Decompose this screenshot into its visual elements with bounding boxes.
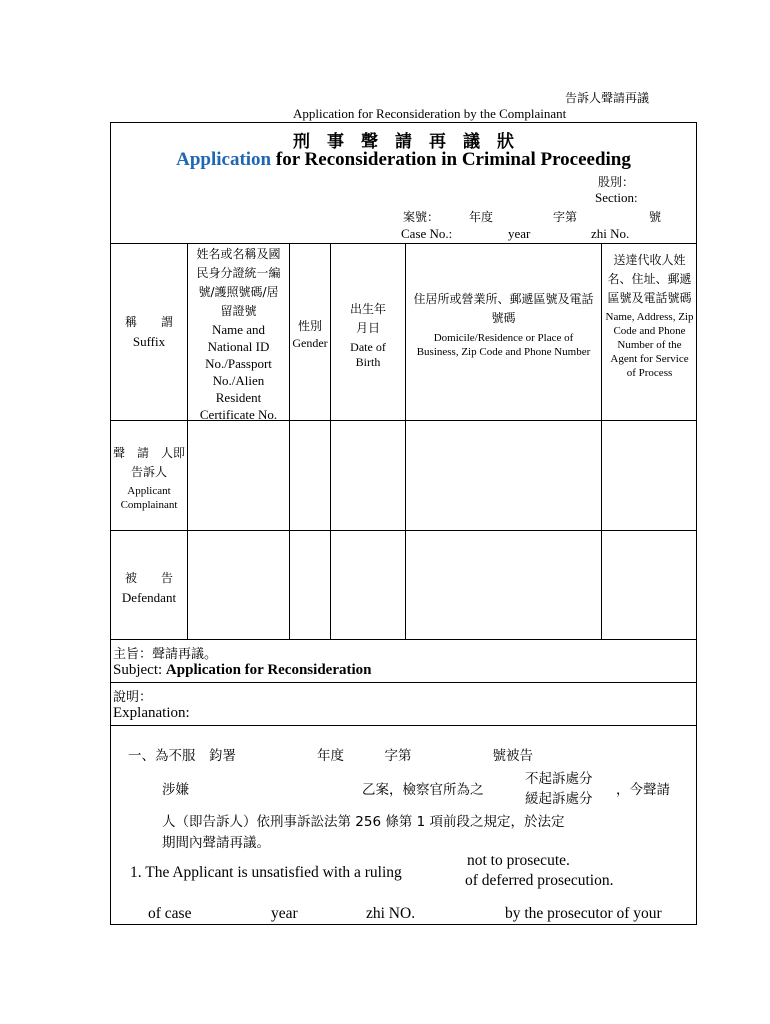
subject-en: Subject: Application for Reconsideration [113, 662, 372, 678]
col-divider-1 [187, 243, 188, 639]
body-line-2-end: ，今聲請 [616, 782, 670, 798]
applicant-row-bottom-line [110, 530, 697, 531]
case-no-en-label: Case No.: [401, 226, 453, 241]
header-agent: 送達代收人姓名、住址、郵遞區號及電話號碼 Name, Address, Zip Code and Phone Number of the Agent for Service of Process [605, 253, 694, 379]
subject-bottom-line [110, 682, 697, 683]
form-code-label: 告訴人聲請再議 [565, 91, 650, 105]
page-bottom-line [110, 924, 697, 925]
header-domicile: 住居所或營業所、郵遞區號及電話號碼 Domicile/Residence or Place of Business, Zip Code and Phone Number [413, 292, 594, 358]
header-name-id: 姓名或名稱及國民身分證統一編號/護照號碼/居留證號 Name and National ID No./Passport No./Alien Resident Certificate No. [196, 247, 281, 422]
body-line-3: 人（即告訴人）依刑事訴訟法第 256 條第 1 項前段之規定，於法定 [162, 814, 565, 830]
ruling-option-bottom: 緩起訴處分 [525, 791, 593, 807]
body-en-line-2-zhi: zhi NO. [366, 905, 416, 922]
table-bottom-line [110, 639, 697, 640]
body-en-option-bottom: of deferred prosecution. [465, 872, 614, 889]
title-en-rest: for Reconsideration in Criminal Proceeding [271, 149, 631, 170]
row-label-applicant: 聲 請 人即告訴人 Applicant Complainant [113, 446, 186, 511]
explanation-bottom-line [110, 725, 697, 726]
case-no-en-zhi: zhi No. [591, 226, 630, 241]
title-zh: 刑 事 聲 請 再 議 狀 [293, 132, 514, 152]
body-line-2-case: 乙案，檢察官所為之 [362, 782, 484, 798]
title-en-accent: Application [176, 149, 272, 170]
section-label-en: Section: [595, 190, 638, 205]
table-top-line [110, 243, 697, 244]
col-divider-2 [289, 243, 290, 639]
header-gender: 性別 Gender [292, 319, 328, 350]
ruling-option-top: 不起訴處分 [525, 771, 593, 787]
body-en-line-2-case: of case [148, 905, 192, 922]
explanation-en: Explanation: [113, 705, 190, 721]
row-label-defendant: 被 告 Defendant [121, 571, 177, 605]
title-en [110, 149, 697, 171]
section-label-zh: 股別： [598, 175, 635, 189]
body-line-1: 一、為不服 鈞署 年度 字第 號被告 [128, 748, 533, 764]
body-line-4: 期間內聲請再議。 [162, 835, 270, 851]
explanation-zh: 說明： [113, 690, 153, 705]
form-caption: Application for Reconsideration by the Complainant [293, 106, 567, 121]
body-en-option-top: not to prosecute. [467, 852, 570, 869]
header-suffix: 稱 謂 Suffix [124, 315, 173, 349]
case-no-zh: 案號： 年度 字第 號 [403, 210, 662, 224]
header-dob: 出生年月日 Date of Birth [349, 302, 386, 369]
body-en-line-1: 1. The Applicant is unsatisfied with a ruling [130, 864, 402, 881]
body-line-2-suspect: 涉嫌 [162, 782, 189, 798]
body-en-line-2-year: year [271, 905, 298, 922]
case-no-en-year: year [508, 226, 531, 241]
body-en-line-2-end: by the prosecutor of your [505, 905, 662, 922]
subject-zh: 主旨：聲請再議。 [113, 647, 218, 662]
